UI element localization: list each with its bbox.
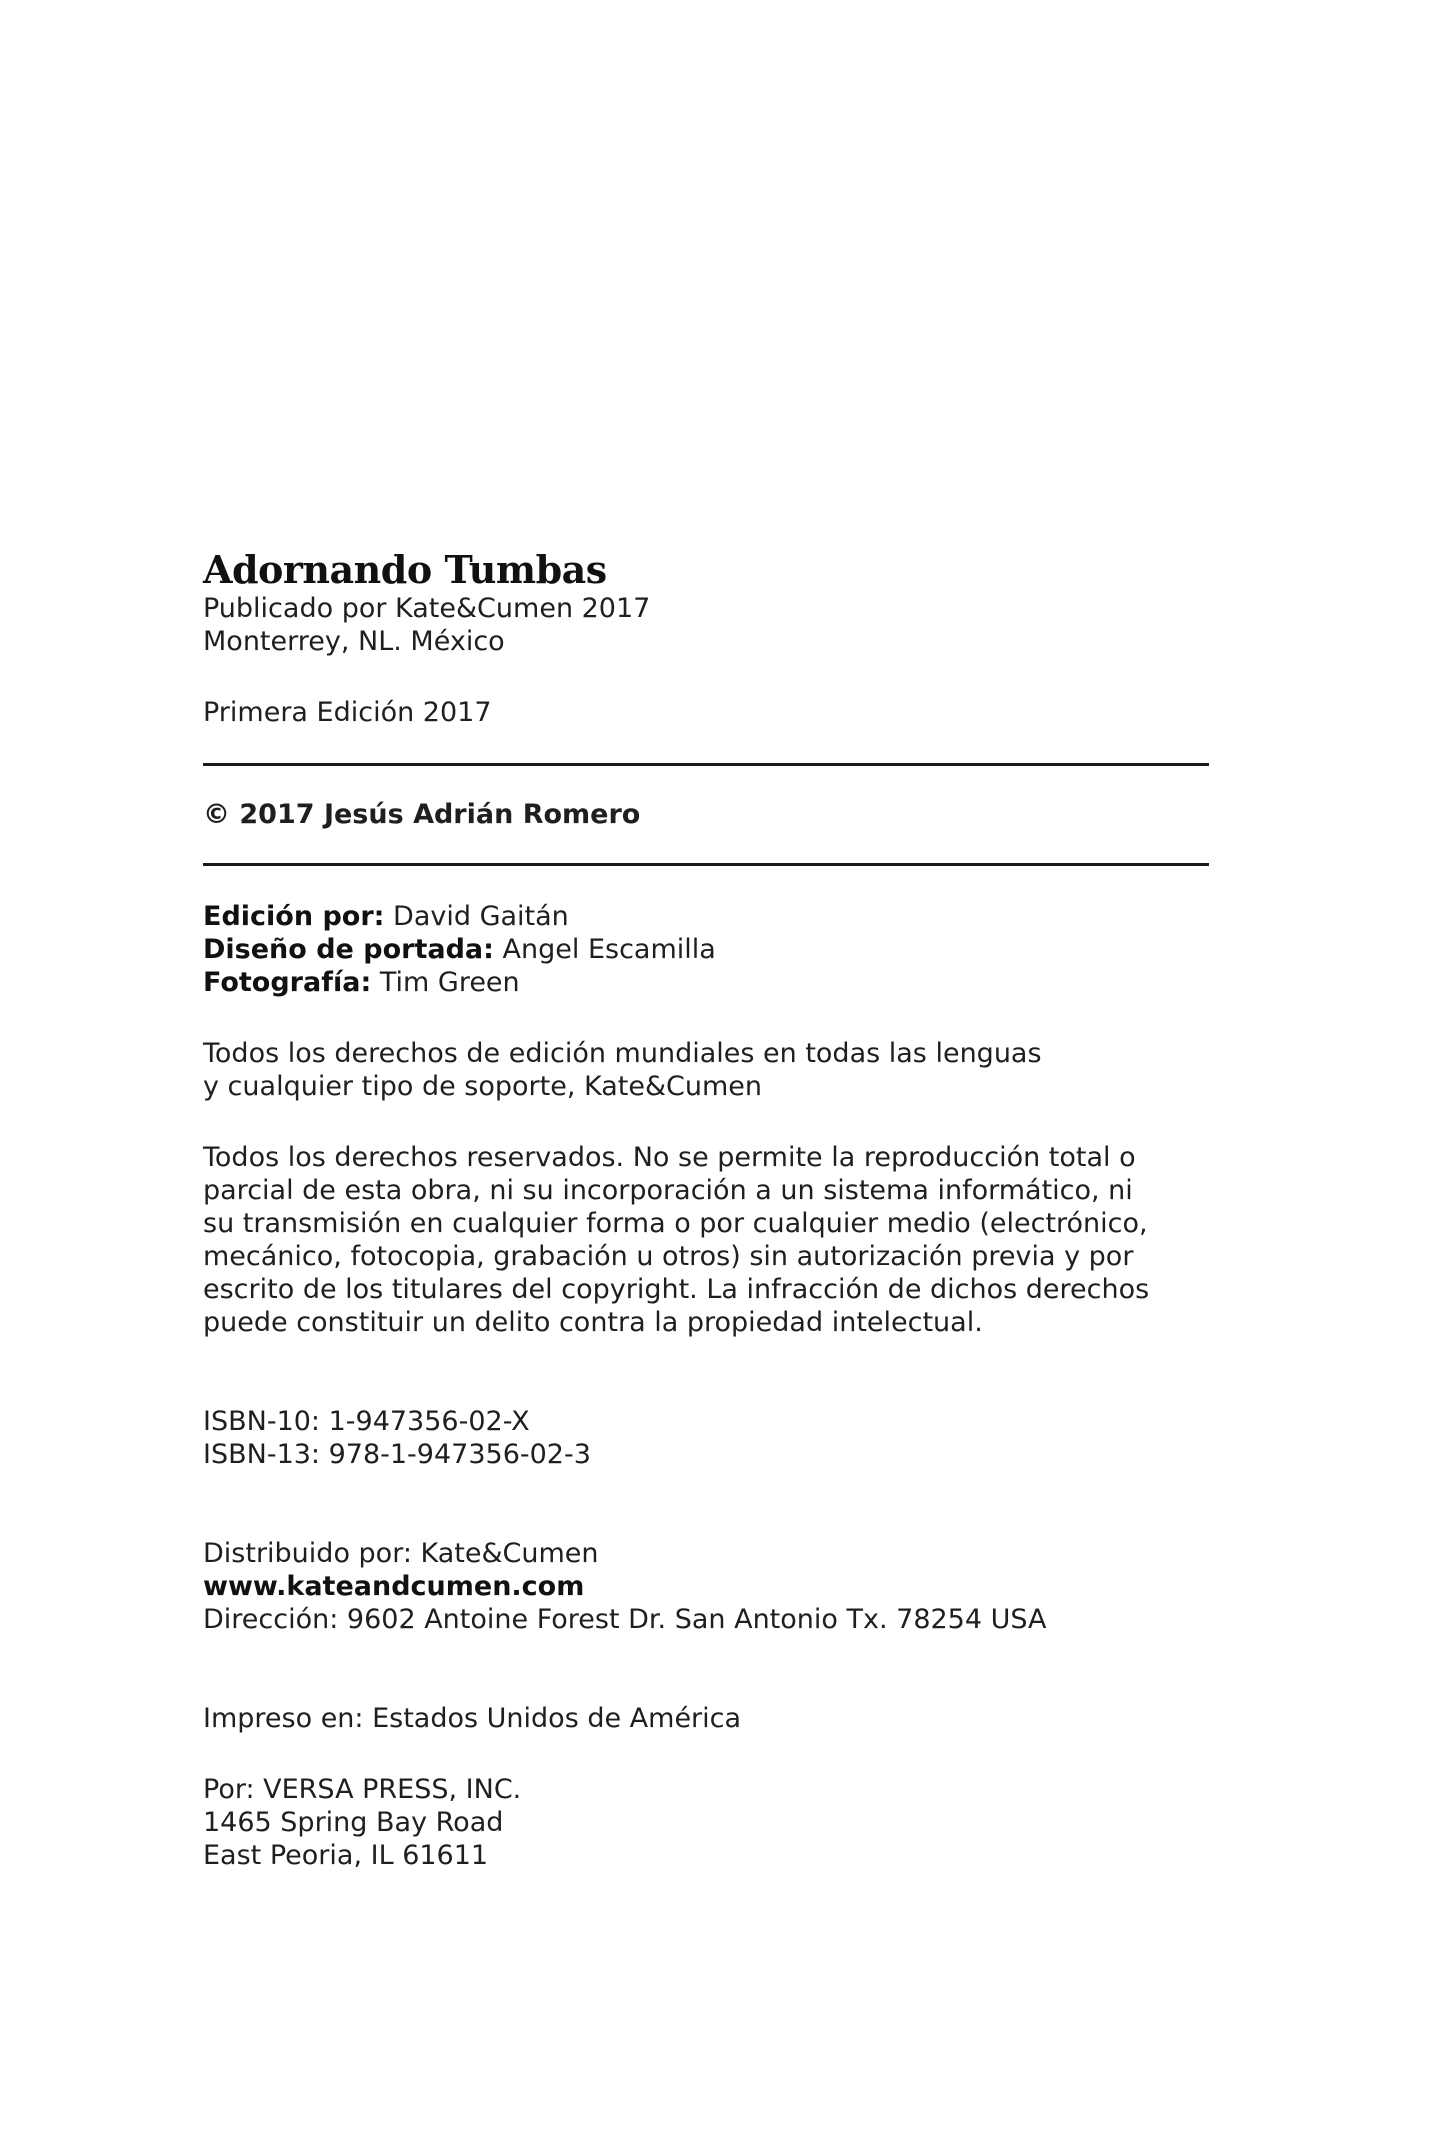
paragraph-line: y cualquier tipo de soporte, Kate&Cumen	[203, 1071, 762, 1102]
credit-editor	[203, 900, 1213, 933]
location-line: Monterrey, NL. México	[203, 626, 505, 657]
isbn-10: ISBN-10: 1-947356-02-X	[203, 1406, 530, 1437]
paragraph-line: mecánico, fotocopia, grabación u otros) sin autorización previa y por	[203, 1241, 1134, 1272]
website-link[interactable]: www.kateandcumen.com	[203, 1571, 585, 1602]
isbn-block	[203, 1405, 1213, 1471]
paragraph-line: Todos los derechos reservados. No se permite la reproducción total o	[203, 1142, 1136, 1173]
paragraph-line: escrito de los titulares del copyright. La infracción de dichos derechos	[203, 1274, 1150, 1305]
printing-block	[203, 1702, 1213, 1872]
publisher-line: Publicado por Kate&Cumen 2017	[203, 593, 651, 624]
credit-label: Edición por:	[203, 901, 385, 932]
credit-value: David Gaitán	[393, 901, 569, 932]
printer-street: 1465 Spring Bay Road	[203, 1807, 504, 1838]
distribution-block	[203, 1537, 1213, 1636]
address-line: Dirección: 9602 Antoine Forest Dr. San Antonio Tx. 78254 USA	[203, 1604, 1047, 1635]
book-title: Adornando Tumbas	[203, 547, 607, 592]
printed-in-line: Impreso en: Estados Unidos de América	[203, 1703, 742, 1734]
distributor-line: Distribuido por: Kate&Cumen	[203, 1538, 599, 1569]
paragraph-line: puede constituir un delito contra la propiedad intelectual.	[203, 1307, 983, 1338]
credit-cover-design	[203, 933, 1213, 966]
credit-label: Diseño de portada:	[203, 934, 494, 965]
world-rights-paragraph	[203, 1037, 1213, 1103]
isbn-13: ISBN-13: 978-1-947356-02-3	[203, 1439, 591, 1470]
paragraph-line: Todos los derechos de edición mundiales en todas las lenguas	[203, 1038, 1042, 1069]
edition-line: Primera Edición 2017	[203, 697, 492, 728]
paragraph-line: su transmisión en cualquier forma o por cualquier medio (electrónico,	[203, 1208, 1148, 1239]
credit-photography	[203, 966, 1213, 999]
printer-line: Por: VERSA PRESS, INC.	[203, 1774, 522, 1805]
credit-value: Angel Escamilla	[502, 934, 716, 965]
credit-label: Fotografía:	[203, 967, 372, 998]
rights-reserved-paragraph	[203, 1141, 1213, 1339]
credit-value: Tim Green	[379, 967, 520, 998]
credits-block	[203, 900, 1213, 999]
paragraph-line: parcial de esta obra, ni su incorporación a un sistema informático, ni	[203, 1175, 1133, 1206]
copyright-page	[203, 548, 1213, 1872]
divider-top	[203, 763, 1209, 766]
copyright-notice: © 2017 Jesús Adrián Romero	[203, 799, 641, 830]
printer-city: East Peoria, IL 61611	[203, 1840, 489, 1871]
